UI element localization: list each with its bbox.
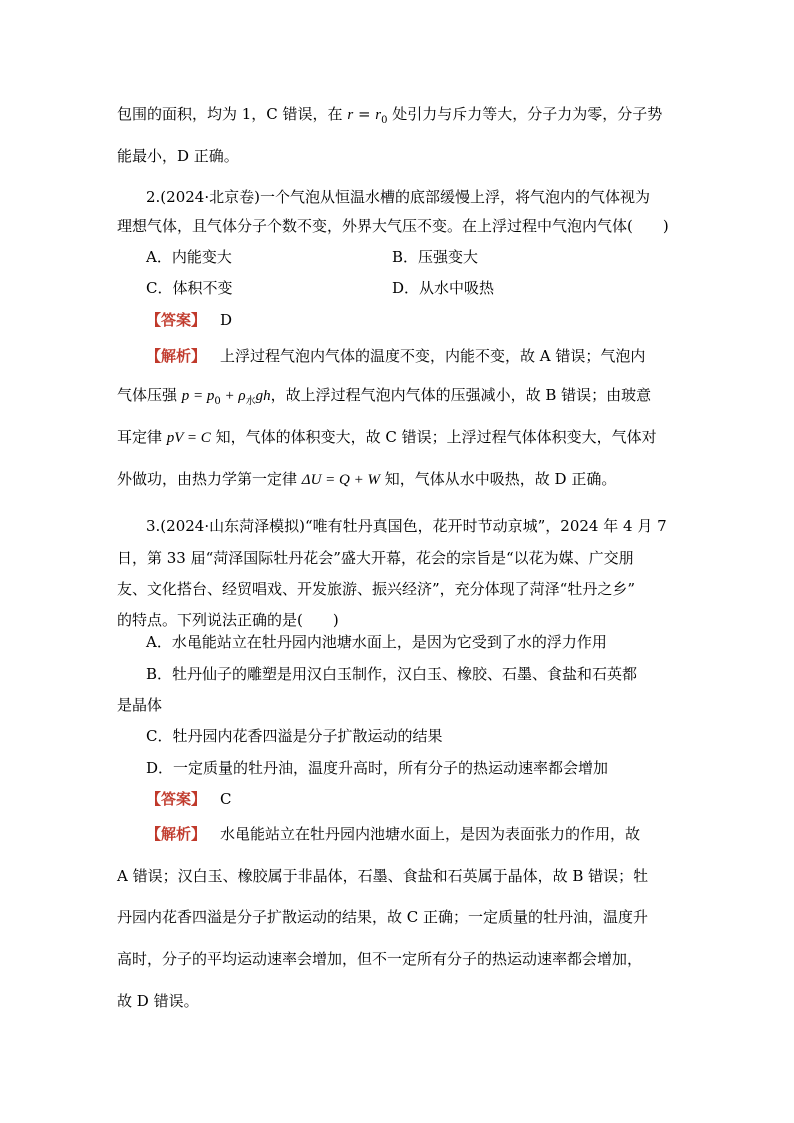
q3-analysis-line: 【解析】 水黾能站立在牡丹园内池塘水面上，是因为表面张力的作用，故	[146, 825, 641, 843]
q3-answer: 【答案】 C	[146, 790, 232, 808]
q2-answer: 【答案】 D	[146, 311, 233, 329]
q2-option-c: C．体积不变	[146, 279, 233, 297]
q2-analysis-line: 【解析】 上浮过程气泡内气体的温度不变，内能不变，故 A 错误；气泡内	[146, 347, 646, 365]
q2-option-d: D．从水中吸热	[392, 279, 495, 297]
q2-option-a: A．内能变大	[146, 248, 232, 266]
q2-analysis-line: 气体压强 $p = p_0 + \rho_水gh$，故上浮过程气泡内气体的压强减小，故 B 错误；由玻意	[117, 386, 652, 407]
analysis-label: 【解析】	[146, 347, 207, 365]
q3-stem: 3.(2024·山东菏泽模拟)“唯有牡丹真国色，花开时节动京城”，2024 年 4 月 7	[146, 517, 667, 535]
q3-stem: 日，第 33 届“菏泽国际牡丹花会”盛大开幕，花会的宗旨是“以花为媒、广交朋	[117, 549, 634, 567]
q3-analysis-line: 丹园内花香四溢是分子扩散运动的结果，故 C 正确；一定质量的牡丹油，温度升	[117, 908, 649, 926]
q2-option-b: B．压强变大	[392, 248, 479, 266]
q2-analysis-line: 外做功，由热力学第一定律 ΔU = Q + W 知，气体从水中吸热，故 D 正确。	[117, 470, 617, 488]
q1-analysis-line: 能最小，D 正确。	[117, 147, 239, 165]
q2-stem: 2.(2024·北京卷)一个气泡从恒温水槽的底部缓慢上浮，将气泡内的气体视为	[146, 188, 650, 206]
q1-analysis-line: 包围的面积，均为 1，C 错误，在 $r = r_0$ 处引力与斥力等大，分子力为零，分子势	[117, 105, 663, 126]
q3-option-b: 是晶体	[117, 696, 163, 714]
q3-option-d: D．一定质量的牡丹油，温度升高时，所有分子的热运动速率都会增加	[146, 759, 609, 777]
q3-option-b: B．牡丹仙子的雕塑是用汉白玉制作，汉白玉、橡胶、石墨、食盐和石英都	[146, 665, 638, 683]
q2-analysis-line: 耳定律 pV = C 知，气体的体积变大，故 C 错误；上浮过程气体体积变大，气体对	[117, 428, 657, 446]
analysis-label: 【解析】	[146, 825, 207, 843]
q3-stem: 的特点。下列说法正确的是( )	[117, 611, 339, 629]
q2-stem: 理想气体，且气体分子个数不变，外界大气压不变。在上浮过程中气泡内气体( )	[117, 217, 669, 235]
q3-stem: 友、文化搭台、经贸唱戏、开发旅游、振兴经济”，充分体现了菏泽“牡丹之乡”	[117, 580, 636, 598]
answer-label: 【答案】	[146, 311, 207, 329]
q3-option-a: A．水黾能站立在牡丹园内池塘水面上，是因为它受到了水的浮力作用	[146, 633, 607, 651]
q3-analysis-line: 故 D 错误。	[117, 992, 199, 1010]
answer-label: 【答案】	[146, 790, 207, 808]
q3-analysis-line: A 错误；汉白玉、橡胶属于非晶体，石墨、食盐和石英属于晶体，故 B 错误；牡	[117, 867, 649, 885]
q3-option-c: C．牡丹园内花香四溢是分子扩散运动的结果	[146, 727, 443, 745]
q3-analysis-line: 高时，分子的平均运动速率会增加，但不一定所有分子的热运动速率都会增加，	[117, 950, 643, 968]
